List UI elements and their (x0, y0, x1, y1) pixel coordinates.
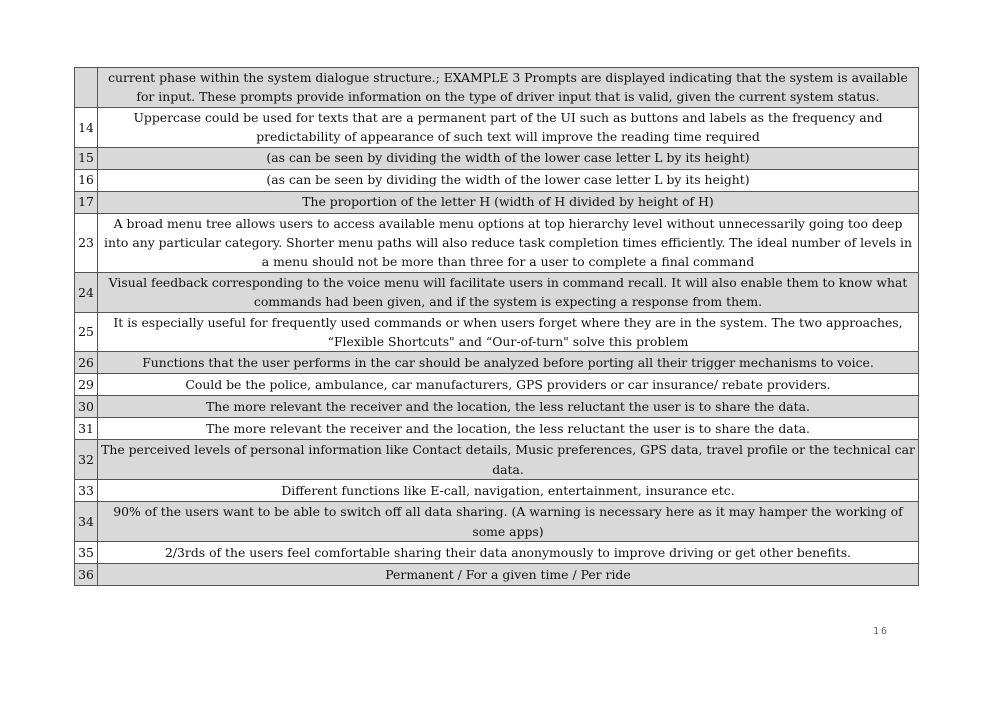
table-row (75, 374, 919, 396)
row-text: The proportion of the letter H (width of H divided by height of H) (98, 191, 919, 213)
row-number: 35 (75, 542, 98, 564)
row-text: The more relevant the receiver and the location, the less reluctant the user is to share the data. (98, 418, 919, 440)
table-row (75, 440, 919, 480)
table-row (75, 480, 919, 502)
table-row (75, 169, 919, 191)
table-row (75, 418, 919, 440)
row-number: 15 (75, 147, 98, 169)
row-number: 17 (75, 191, 98, 213)
row-number: 31 (75, 418, 98, 440)
row-number: 14 (75, 107, 98, 147)
row-number: 29 (75, 374, 98, 396)
notes-table (74, 67, 919, 586)
table-row (75, 312, 919, 352)
row-text: (as can be seen by dividing the width of the lower case letter L by its height) (98, 147, 919, 169)
table-row (75, 352, 919, 374)
row-text: Visual feedback corresponding to the voice menu will facilitate users in command recall. It will also enable them to know what commands had been given, and if the system is expecting a response from them. (98, 272, 919, 312)
table-row (75, 542, 919, 564)
row-text: It is especially useful for frequently used commands or when users forget where they are in the system. The two approaches, “Flexible Shortcuts" and “Our-of-turn" solve this problem (98, 312, 919, 352)
page-number: 16 (872, 626, 890, 637)
notes-table-body (75, 68, 919, 586)
row-number (75, 68, 98, 108)
row-text: 90% of the users want to be able to switch off all data sharing. (A warning is necessary here as it may hamper the working of some apps) (98, 502, 919, 542)
row-number: 16 (75, 169, 98, 191)
row-text: The perceived levels of personal information like Contact details, Music preferences, GPS data, travel profile or the technical car data. (98, 440, 919, 480)
row-text: Different functions like E-call, navigation, entertainment, insurance etc. (98, 480, 919, 502)
row-number: 34 (75, 502, 98, 542)
row-number: 23 (75, 213, 98, 272)
row-text: 2/3rds of the users feel comfortable sharing their data anonymously to improve driving or get other benefits. (98, 542, 919, 564)
table-row (75, 396, 919, 418)
table-row (75, 147, 919, 169)
row-text: Functions that the user performs in the car should be analyzed before porting all their trigger mechanisms to voice. (98, 352, 919, 374)
table-row (75, 68, 919, 108)
row-number: 25 (75, 312, 98, 352)
table-row (75, 107, 919, 147)
row-text: Could be the police, ambulance, car manufacturers, GPS providers or car insurance/ rebate providers. (98, 374, 919, 396)
row-text: (as can be seen by dividing the width of the lower case letter L by its height) (98, 169, 919, 191)
row-text: current phase within the system dialogue structure.; EXAMPLE 3 Prompts are displayed indicating that the system is available for input. These prompts provide information on the type of driver input that is valid, given the current system status. (98, 68, 919, 108)
table-row (75, 213, 919, 272)
row-number: 32 (75, 440, 98, 480)
row-text: The more relevant the receiver and the location, the less reluctant the user is to share the data. (98, 396, 919, 418)
table-row (75, 564, 919, 586)
row-number: 24 (75, 272, 98, 312)
row-number: 30 (75, 396, 98, 418)
row-number: 33 (75, 480, 98, 502)
row-number: 26 (75, 352, 98, 374)
table-row (75, 502, 919, 542)
row-text: Permanent / For a given time / Per ride (98, 564, 919, 586)
table-row (75, 272, 919, 312)
row-text: Uppercase could be used for texts that are a permanent part of the UI such as buttons and labels as the frequency and predictability of appearance of such text will improve the reading time required (98, 107, 919, 147)
row-number: 36 (75, 564, 98, 586)
table-row (75, 191, 919, 213)
row-text: A broad menu tree allows users to access available menu options at top hierarchy level without unnecessarily going too deep into any particular category. Shorter menu paths will also reduce task completion times efficiently. The ideal number of levels in a menu should not be more than three for a user to complete a final command (98, 213, 919, 272)
